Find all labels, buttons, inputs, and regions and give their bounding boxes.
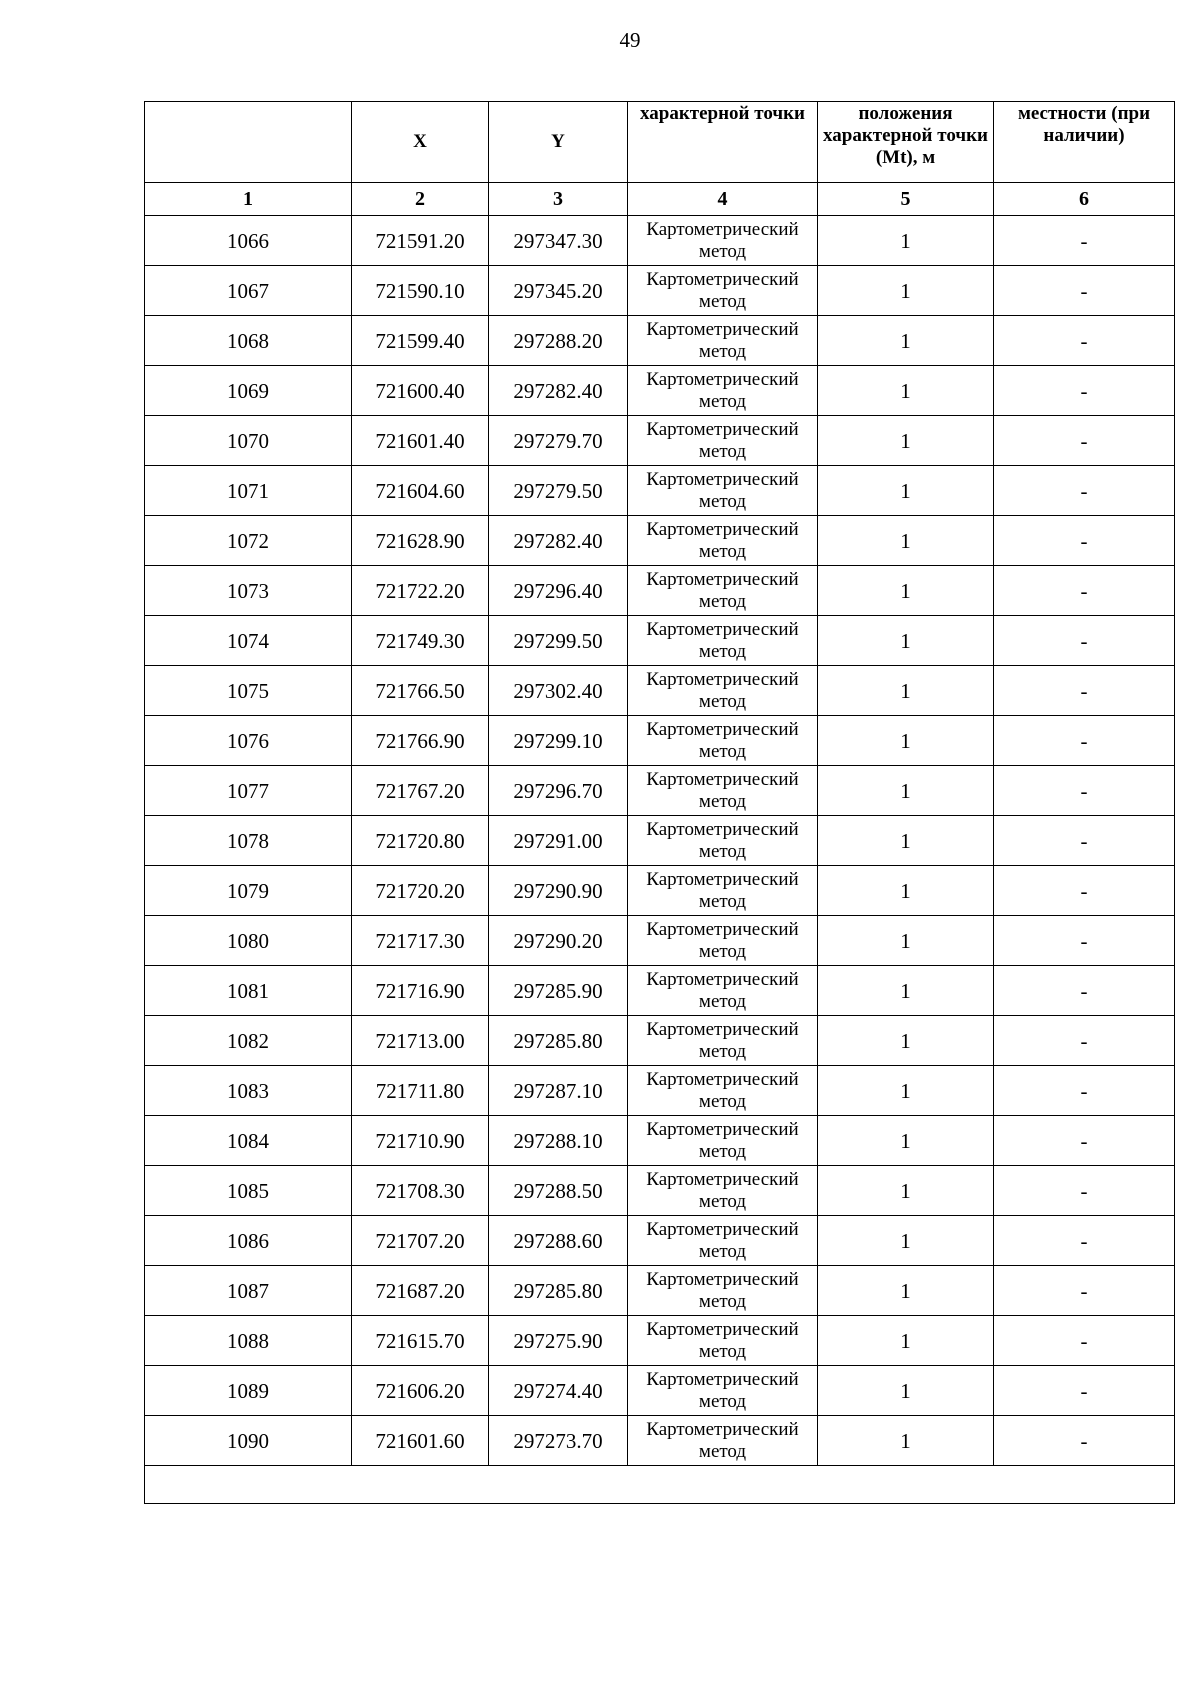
cell-method: Картометрический метод — [628, 766, 818, 816]
table-row — [145, 516, 1175, 566]
cell-point: 1072 — [145, 516, 352, 566]
cell-y: 297279.70 — [489, 416, 628, 466]
column-number: 6 — [994, 183, 1175, 216]
cell-description: - — [994, 416, 1175, 466]
cell-method: Картометрический метод — [628, 466, 818, 516]
cell-y: 297274.40 — [489, 1366, 628, 1416]
page-number: 49 — [619, 28, 641, 52]
cell-x: 721601.40 — [352, 416, 489, 466]
cell-accuracy: 1 — [818, 566, 994, 616]
cell-accuracy: 1 — [818, 1366, 994, 1416]
cell-accuracy: 1 — [818, 816, 994, 866]
cell-description: - — [994, 1216, 1175, 1266]
cell-point: 1083 — [145, 1066, 352, 1116]
cell-point: 1067 — [145, 266, 352, 316]
header-cell-description: местности (при наличии) — [994, 102, 1175, 183]
cell-method: Картометрический метод — [628, 1166, 818, 1216]
cell-description: - — [994, 1266, 1175, 1316]
empty-cell — [145, 1466, 1175, 1504]
column-number: 5 — [818, 183, 994, 216]
cell-x: 721615.70 — [352, 1316, 489, 1366]
cell-point: 1085 — [145, 1166, 352, 1216]
cell-x: 721720.80 — [352, 816, 489, 866]
cell-point: 1087 — [145, 1266, 352, 1316]
cell-accuracy: 1 — [818, 1316, 994, 1366]
table-row — [145, 1066, 1175, 1116]
coordinates-table — [144, 101, 1175, 1504]
cell-description: - — [994, 566, 1175, 616]
cell-accuracy: 1 — [818, 216, 994, 266]
cell-x: 721591.20 — [352, 216, 489, 266]
table-row — [145, 816, 1175, 866]
cell-y: 297290.20 — [489, 916, 628, 966]
header-cell-point — [145, 102, 352, 183]
cell-description: - — [994, 516, 1175, 566]
column-number: 3 — [489, 183, 628, 216]
cell-y: 297288.10 — [489, 1116, 628, 1166]
cell-x: 721707.20 — [352, 1216, 489, 1266]
table-row — [145, 266, 1175, 316]
cell-point: 1080 — [145, 916, 352, 966]
cell-point: 1071 — [145, 466, 352, 516]
header-cell-method: характерной точки — [628, 102, 818, 183]
cell-method: Картометрический метод — [628, 866, 818, 916]
cell-x: 721628.90 — [352, 516, 489, 566]
cell-description: - — [994, 1066, 1175, 1116]
cell-x: 721749.30 — [352, 616, 489, 666]
cell-x: 721717.30 — [352, 916, 489, 966]
cell-y: 297296.70 — [489, 766, 628, 816]
table-row — [145, 1116, 1175, 1166]
cell-y: 297345.20 — [489, 266, 628, 316]
table-row — [145, 766, 1175, 816]
cell-y: 297299.50 — [489, 616, 628, 666]
cell-x: 721720.20 — [352, 866, 489, 916]
column-number: 1 — [145, 183, 352, 216]
cell-accuracy: 1 — [818, 716, 994, 766]
cell-accuracy: 1 — [818, 966, 994, 1016]
cell-point: 1089 — [145, 1366, 352, 1416]
cell-accuracy: 1 — [818, 766, 994, 816]
cell-y: 297302.40 — [489, 666, 628, 716]
cell-accuracy: 1 — [818, 416, 994, 466]
table-row — [145, 416, 1175, 466]
cell-x: 721604.60 — [352, 466, 489, 516]
cell-method: Картометрический метод — [628, 916, 818, 966]
column-number: 2 — [352, 183, 489, 216]
cell-method: Картометрический метод — [628, 1416, 818, 1466]
table-row — [145, 466, 1175, 516]
cell-point: 1075 — [145, 666, 352, 716]
cell-accuracy: 1 — [818, 616, 994, 666]
cell-point: 1068 — [145, 316, 352, 366]
cell-x: 721766.90 — [352, 716, 489, 766]
header-cell-accuracy: положения характерной точки (Mt), м — [818, 102, 994, 183]
cell-x: 721601.60 — [352, 1416, 489, 1466]
cell-x: 721599.40 — [352, 316, 489, 366]
cell-point: 1069 — [145, 366, 352, 416]
cell-point: 1073 — [145, 566, 352, 616]
cell-accuracy: 1 — [818, 366, 994, 416]
table-row — [145, 566, 1175, 616]
cell-method: Картометрический метод — [628, 416, 818, 466]
cell-x: 721767.20 — [352, 766, 489, 816]
cell-description: - — [994, 466, 1175, 516]
cell-accuracy: 1 — [818, 1066, 994, 1116]
table-row — [145, 1166, 1175, 1216]
table-row — [145, 316, 1175, 366]
table-row — [145, 1216, 1175, 1266]
cell-accuracy: 1 — [818, 916, 994, 966]
cell-point: 1066 — [145, 216, 352, 266]
cell-y: 297285.80 — [489, 1016, 628, 1066]
table-row — [145, 366, 1175, 416]
cell-description: - — [994, 316, 1175, 366]
cell-point: 1079 — [145, 866, 352, 916]
cell-point: 1086 — [145, 1216, 352, 1266]
cell-accuracy: 1 — [818, 516, 994, 566]
header-cell-y: Y — [489, 102, 628, 183]
table-row — [145, 216, 1175, 266]
cell-description: - — [994, 966, 1175, 1016]
cell-y: 297285.90 — [489, 966, 628, 1016]
cell-method: Картометрический метод — [628, 666, 818, 716]
cell-point: 1081 — [145, 966, 352, 1016]
cell-point: 1082 — [145, 1016, 352, 1066]
cell-description: - — [994, 1016, 1175, 1066]
cell-x: 721722.20 — [352, 566, 489, 616]
table-row — [145, 1016, 1175, 1066]
table-row — [145, 966, 1175, 1016]
cell-y: 297287.10 — [489, 1066, 628, 1116]
cell-accuracy: 1 — [818, 266, 994, 316]
cell-x: 721766.50 — [352, 666, 489, 716]
table-row — [145, 1266, 1175, 1316]
cell-point: 1084 — [145, 1116, 352, 1166]
cell-x: 721600.40 — [352, 366, 489, 416]
cell-description: - — [994, 766, 1175, 816]
cell-accuracy: 1 — [818, 1216, 994, 1266]
cell-description: - — [994, 1416, 1175, 1466]
cell-description: - — [994, 1116, 1175, 1166]
cell-accuracy: 1 — [818, 666, 994, 716]
cell-method: Картометрический метод — [628, 1216, 818, 1266]
cell-description: - — [994, 816, 1175, 866]
cell-point: 1070 — [145, 416, 352, 466]
cell-point: 1088 — [145, 1316, 352, 1366]
table-row — [145, 1316, 1175, 1366]
cell-y: 297299.10 — [489, 716, 628, 766]
cell-method: Картометрический метод — [628, 816, 818, 866]
cell-description: - — [994, 716, 1175, 766]
cell-description: - — [994, 1316, 1175, 1366]
cell-x: 721708.30 — [352, 1166, 489, 1216]
cell-point: 1076 — [145, 716, 352, 766]
cell-method: Картометрический метод — [628, 566, 818, 616]
cell-method: Картометрический метод — [628, 366, 818, 416]
cell-x: 721716.90 — [352, 966, 489, 1016]
cell-accuracy: 1 — [818, 316, 994, 366]
empty-footer-row — [145, 1466, 1175, 1504]
cell-y: 297288.50 — [489, 1166, 628, 1216]
cell-y: 297290.90 — [489, 866, 628, 916]
cell-description: - — [994, 916, 1175, 966]
table-row — [145, 1366, 1175, 1416]
cell-point: 1077 — [145, 766, 352, 816]
cell-accuracy: 1 — [818, 1166, 994, 1216]
table-row — [145, 866, 1175, 916]
cell-method: Картометрический метод — [628, 616, 818, 666]
cell-method: Картометрический метод — [628, 1116, 818, 1166]
cell-method: Картометрический метод — [628, 1316, 818, 1366]
cell-description: - — [994, 666, 1175, 716]
header-cell-x: X — [352, 102, 489, 183]
cell-point: 1074 — [145, 616, 352, 666]
cell-y: 297279.50 — [489, 466, 628, 516]
cell-description: - — [994, 366, 1175, 416]
cell-y: 297288.20 — [489, 316, 628, 366]
table-row — [145, 1416, 1175, 1466]
table-row — [145, 716, 1175, 766]
cell-y: 297275.90 — [489, 1316, 628, 1366]
cell-x: 721590.10 — [352, 266, 489, 316]
cell-x: 721710.90 — [352, 1116, 489, 1166]
cell-method: Картометрический метод — [628, 1266, 818, 1316]
cell-accuracy: 1 — [818, 1416, 994, 1466]
cell-x: 721606.20 — [352, 1366, 489, 1416]
cell-y: 297291.00 — [489, 816, 628, 866]
cell-method: Картометрический метод — [628, 316, 818, 366]
table-row — [145, 616, 1175, 666]
cell-method: Картометрический метод — [628, 1066, 818, 1116]
cell-description: - — [994, 1366, 1175, 1416]
cell-y: 297273.70 — [489, 1416, 628, 1466]
cell-point: 1078 — [145, 816, 352, 866]
table-row — [145, 666, 1175, 716]
cell-description: - — [994, 216, 1175, 266]
cell-description: - — [994, 1166, 1175, 1216]
cell-x: 721687.20 — [352, 1266, 489, 1316]
cell-accuracy: 1 — [818, 466, 994, 516]
header-row — [145, 102, 1175, 183]
cell-y: 297282.40 — [489, 366, 628, 416]
cell-method: Картометрический метод — [628, 516, 818, 566]
column-number: 4 — [628, 183, 818, 216]
cell-method: Картометрический метод — [628, 1016, 818, 1066]
cell-y: 297285.80 — [489, 1266, 628, 1316]
cell-point: 1090 — [145, 1416, 352, 1466]
cell-method: Картометрический метод — [628, 1366, 818, 1416]
cell-x: 721711.80 — [352, 1066, 489, 1116]
cell-accuracy: 1 — [818, 866, 994, 916]
cell-method: Картометрический метод — [628, 716, 818, 766]
cell-accuracy: 1 — [818, 1266, 994, 1316]
cell-accuracy: 1 — [818, 1116, 994, 1166]
cell-y: 297347.30 — [489, 216, 628, 266]
cell-accuracy: 1 — [818, 1016, 994, 1066]
cell-method: Картометрический метод — [628, 966, 818, 1016]
cell-x: 721713.00 — [352, 1016, 489, 1066]
column-number-row — [145, 183, 1175, 216]
cell-description: - — [994, 616, 1175, 666]
cell-y: 297296.40 — [489, 566, 628, 616]
cell-description: - — [994, 866, 1175, 916]
cell-method: Картометрический метод — [628, 266, 818, 316]
cell-y: 297282.40 — [489, 516, 628, 566]
cell-y: 297288.60 — [489, 1216, 628, 1266]
cell-method: Картометрический метод — [628, 216, 818, 266]
cell-description: - — [994, 266, 1175, 316]
table-row — [145, 916, 1175, 966]
